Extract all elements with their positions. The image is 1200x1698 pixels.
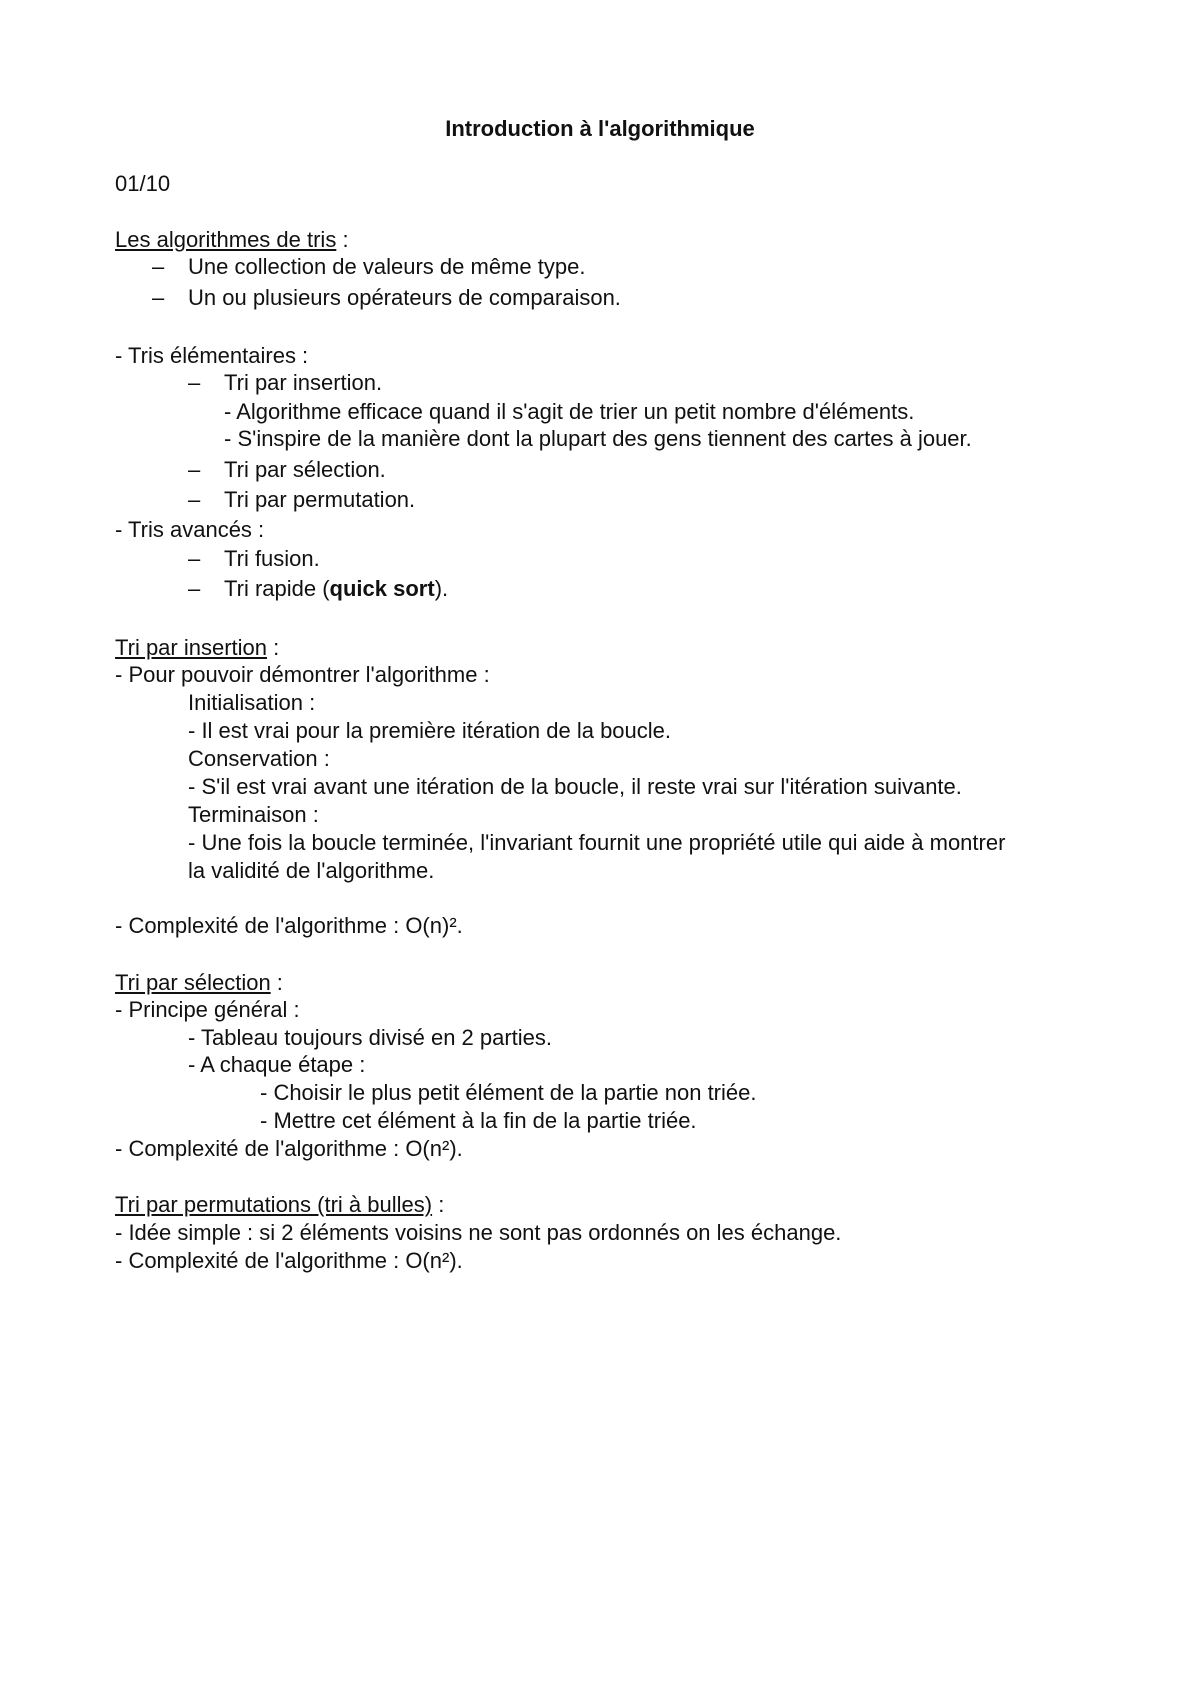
termination-label: Terminaison : (188, 802, 319, 827)
selection-heading-suffix: : (270, 970, 283, 995)
rapide-suffix: ). (434, 576, 449, 601)
list-item (152, 284, 621, 312)
selection-step: - Mettre cet élément à la fin de la partie triée. (260, 1108, 697, 1133)
insertion-intro: - Pour pouvoir démontrer l'algorithme : (115, 662, 490, 687)
list-item-text: Tri par sélection. (224, 457, 386, 482)
list-item (152, 253, 585, 281)
elementary-heading: - Tris élémentaires : (115, 343, 309, 368)
list-item-text: Tri par permutation. (224, 487, 416, 512)
init-text: - Il est vrai pour la première itération de la boucle. (188, 718, 672, 743)
date-label: 01/10 (115, 171, 171, 196)
list-item (188, 545, 320, 573)
termination-text: - Une fois la boucle terminée, l'invariant fournit une propriété utile qui aide à montrer (188, 830, 1006, 855)
list-item (188, 456, 386, 484)
sorting-heading (115, 226, 349, 254)
list-item-text: Un ou plusieurs opérateurs de comparaison. (188, 285, 621, 310)
dash-bullet: – (188, 457, 201, 482)
dash-bullet: – (188, 576, 201, 601)
selection-complexity: - Complexité de l'algorithme : O(n²). (115, 1136, 463, 1161)
insertion-complexity: - Complexité de l'algorithme : O(n)². (115, 913, 463, 938)
list-item (188, 575, 448, 603)
conservation-label: Conservation : (188, 746, 330, 771)
permutation-section-heading (115, 1191, 444, 1219)
list-item-text: Tri fusion. (224, 546, 320, 571)
dash-bullet: – (188, 546, 201, 571)
sorting-heading-suffix: : (336, 227, 349, 252)
document-title: Introduction à l'algorithmique (445, 116, 755, 141)
permutation-complexity: - Complexité de l'algorithme : O(n²). (115, 1248, 463, 1273)
init-label: Initialisation : (188, 690, 316, 715)
selection-section-heading (115, 969, 283, 997)
dash-bullet: – (188, 370, 201, 395)
selection-principle: - Principe général : (115, 997, 300, 1022)
list-item (188, 369, 382, 397)
termination-text-cont: la validité de l'algorithme. (188, 858, 435, 883)
permutation-heading-suffix: : (432, 1192, 445, 1217)
selection-each-step: - A chaque étape : (188, 1052, 366, 1077)
quick-sort-term: quick sort (329, 576, 435, 601)
insertion-section-heading (115, 634, 279, 662)
list-item (188, 486, 415, 514)
dash-bullet: – (152, 254, 165, 279)
rapide-prefix: Tri rapide ( (224, 576, 330, 601)
sorting-heading-text: Les algorithmes de tris (115, 227, 337, 252)
selection-step: - Choisir le plus petit élément de la partie non triée. (260, 1080, 757, 1105)
permutation-idea: - Idée simple : si 2 éléments voisins ne sont pas ordonnés on les échange. (115, 1220, 842, 1245)
selection-split: - Tableau toujours divisé en 2 parties. (188, 1025, 553, 1050)
selection-heading-text: Tri par sélection (115, 970, 271, 995)
insertion-heading-text: Tri par insertion (115, 635, 268, 660)
insertion-note: - Algorithme efficace quand il s'agit de trier un petit nombre d'éléments. (224, 399, 915, 424)
advanced-heading: - Tris avancés : (115, 517, 265, 542)
list-item-text: Une collection de valeurs de même type. (188, 254, 586, 279)
insertion-note: - S'inspire de la manière dont la plupart des gens tiennent des cartes à jouer. (224, 426, 972, 451)
permutation-heading-text: Tri par permutations (tri à bulles) (115, 1192, 433, 1217)
dash-bullet: – (152, 285, 165, 310)
conservation-text: - S'il est vrai avant une itération de la boucle, il reste vrai sur l'itération suivante. (188, 774, 962, 799)
insertion-heading-suffix: : (267, 635, 280, 660)
dash-bullet: – (188, 487, 201, 512)
list-item-text: Tri par insertion. (224, 370, 383, 395)
